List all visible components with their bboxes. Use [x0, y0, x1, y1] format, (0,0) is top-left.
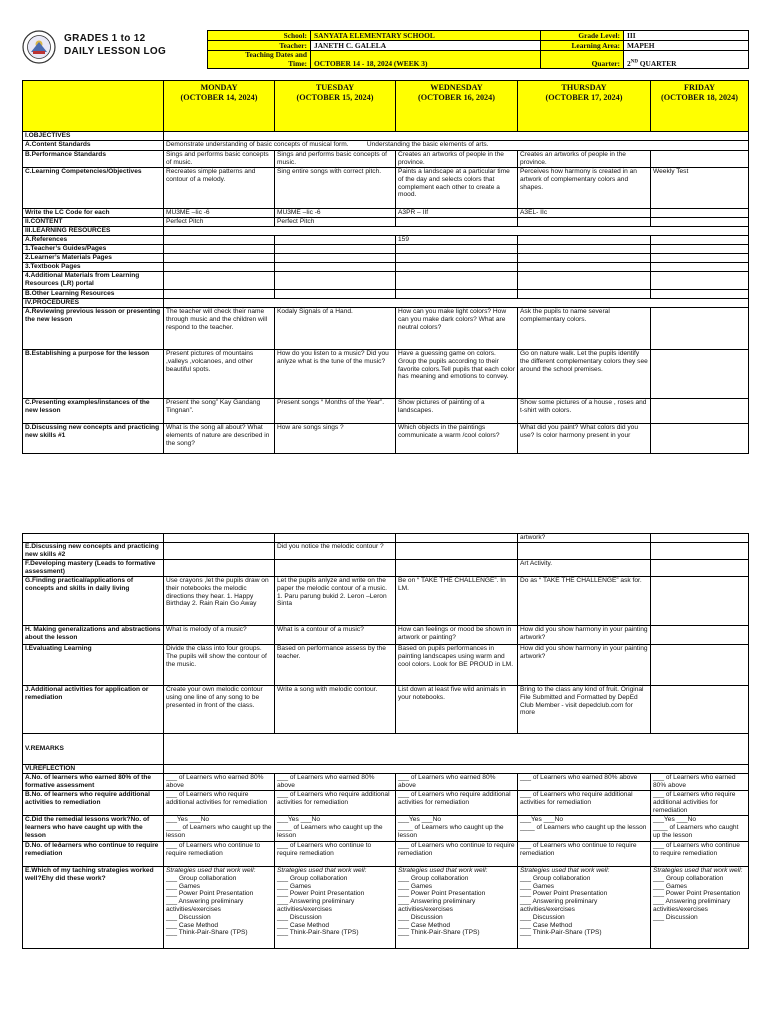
cell [275, 534, 396, 543]
strategies-title: Strategies used that work well: [653, 867, 743, 874]
strategy-item: ___ Power Point Presentation [398, 890, 486, 898]
cell: Present the song” Kay Gandang Tingnan”. [164, 399, 275, 424]
cell [651, 534, 749, 543]
quarter-suffix: ND [630, 59, 638, 65]
cell: What is a contour of a music? [275, 626, 396, 645]
row-purpose: B.Establishing a purpose for the lesson [23, 350, 164, 399]
dates-label [208, 51, 311, 69]
cell: A3PR – IIf [396, 209, 518, 218]
cell: Perceives how harmony is created in an artwork of complementary colors and shapes. [518, 168, 651, 209]
cell: Write a song with melodic contour. [275, 686, 396, 734]
cell: ___ of Learners who continue to require remediation [164, 842, 275, 867]
cell: Use crayons ,let the pupils draw on their notebooks the melodic directions they hear. 1. Happy Birthday 2. Rain Rain Go Away [164, 577, 275, 626]
cell: How are songs sings ? [275, 424, 396, 454]
strategies-cell [275, 867, 396, 949]
row-mastery: F.Developing mastery (Leads to formative assessment) [23, 560, 164, 577]
strategy-item: ___ Games [398, 882, 433, 890]
strategy-item: ___ Games [277, 882, 312, 890]
day-date: (OCTOBER 17, 2024) [545, 93, 623, 102]
section-procedures: IV.PROCEDURES [23, 299, 164, 308]
yes-no-line: ___Yes ___No [520, 816, 564, 823]
cell: ___ of Learners who require additional activities for remediation [651, 791, 749, 816]
strategy-item: ___ Discussion [520, 913, 565, 921]
strategy-item: ___ Group collaboration [398, 874, 469, 882]
quarter-label: Quarter: [541, 51, 624, 69]
quarter-number: 2 [627, 59, 631, 68]
row-discuss-2: E.Discussing new concepts and practicing new skills #2 [23, 543, 164, 560]
cell: Do as “ TAKE THE CHALLENGE” ask for. [518, 577, 651, 626]
cell: ___ of Learners who require additional activities for remediation [275, 791, 396, 816]
day-name: WEDNESDAY [430, 83, 483, 92]
cell: Art Activity. [518, 560, 651, 577]
cell [651, 686, 749, 734]
cell [651, 272, 749, 290]
yes-no-line: ___Yes ___No [653, 816, 697, 823]
cell [651, 560, 749, 577]
cell [651, 245, 749, 254]
row-content-standards: A.Content Standards [23, 141, 164, 151]
row-reflection-c: C.Did the remedial lessons work?No. of learners who have caught up with the lesson [23, 816, 164, 842]
cell: Creates an artworks of people in the province. [396, 151, 518, 168]
cell [275, 263, 396, 272]
cell: What is the song all about? What elements of nature are described in the song? [164, 424, 275, 454]
caught-up-line: ____ of Learners who caught up the lesson [398, 823, 504, 839]
cell: How did you show harmony in your painting artwork? [518, 645, 651, 686]
cell: Based on pupils performances in painting landscapes using warm and cool colors. Look for BE PROUD in LM. [396, 645, 518, 686]
cell: ___ of Learners who require additional activities for remediation [518, 791, 651, 816]
cell: How can you make light colors? How can you make dark colors? What are neutral colors? [396, 308, 518, 350]
cell [164, 254, 275, 263]
cell [275, 236, 396, 245]
strategies-cell [164, 867, 275, 949]
grade-value: III [624, 31, 749, 41]
row-learner-materials: 2.Learner’s Materials Pages [23, 254, 164, 263]
row-additional: J.Additional activities for application or remediation [23, 686, 164, 734]
strategy-item: ___ Games [653, 882, 688, 890]
cell: Perfect Pitch [164, 218, 275, 227]
cell: Divide the class into four groups. The pupils will show the contour of the music. [164, 645, 275, 686]
cell [164, 227, 749, 236]
cell [651, 424, 749, 454]
strategies-cell [518, 867, 651, 949]
section-content: II.CONTENT [23, 218, 164, 227]
strategy-item: ___ Discussion [277, 913, 322, 921]
strategies-title: Strategies used that work well: [398, 867, 488, 874]
cell: ___ of Learners who continue to require remediation [275, 842, 396, 867]
lesson-table-1 [22, 80, 749, 454]
cell [651, 151, 749, 168]
day-header-blank [23, 81, 164, 132]
cell [164, 245, 275, 254]
strategy-item: ___ Answering preliminary activities/exercises [166, 898, 244, 913]
day-date: (OCTOBER 14, 2024) [180, 93, 258, 102]
cell [651, 543, 749, 560]
cell [396, 816, 518, 842]
cell [518, 245, 651, 254]
strategy-item: ___ Think-Pair-Share (TPS) [398, 929, 480, 937]
content-standards-arts: Understanding the basic elements of arts. [366, 141, 489, 148]
cell: Let the pupils anlyze and write on the paper the melodic contour of a music. 1. Paru parung bukid 2. Leron –Leron Sinta [275, 577, 396, 626]
cell [396, 254, 518, 263]
strategy-item: ___ Think-Pair-Share (TPS) [277, 929, 359, 937]
cell: How did you show harmony in your painting artwork? [518, 626, 651, 645]
cell [164, 543, 275, 560]
strategy-item: ___ Case Method [520, 921, 573, 929]
school-info-table [207, 30, 749, 69]
lesson-table-page-2 [22, 533, 748, 949]
day-thursday [518, 81, 651, 132]
cell: Based on performance assess by the teacher. [275, 645, 396, 686]
cell [396, 534, 518, 543]
strategies-title: Strategies used that work well: [520, 867, 610, 874]
yes-no-line: ___Yes ___No [398, 816, 442, 823]
strategy-item: ___ Think-Pair-Share (TPS) [520, 929, 602, 937]
strategy-item: ___ Answering preliminary activities/exercises [398, 898, 476, 913]
day-name: FRIDAY [683, 83, 716, 92]
yes-no-line: ___Yes ___No [277, 816, 321, 823]
strategy-item: ___ Power Point Presentation [653, 890, 741, 898]
cell: Show some pictures of a house , roses and t-shirt with colors. [518, 399, 651, 424]
area-label: Learning Area: [541, 41, 624, 51]
lesson-table-2 [22, 533, 749, 949]
cell [275, 560, 396, 577]
lesson-table-page-1 [22, 80, 748, 454]
row-reflection-d: D.No. of leðarners who continue to require remediation [23, 842, 164, 867]
day-monday [164, 81, 275, 132]
cell: ___ of Learners who require additional activities for remediation [164, 791, 275, 816]
strategy-item: ___ Answering preliminary activities/exercises [277, 898, 355, 913]
strategy-item: ___ Group collaboration [653, 874, 724, 882]
cell [651, 236, 749, 245]
row-discuss-1: D.Discussing new concepts and practicing new skills #1 [23, 424, 164, 454]
cell [651, 816, 749, 842]
row-lr-portal: 4.Additional Materials from Learning Resources (LR) portal [23, 272, 164, 290]
cell: A3EL- IIc [518, 209, 651, 218]
section-reflection: VI.REFLECTION [23, 765, 164, 774]
teacher-label: Teacher: [208, 41, 311, 51]
cell: Present pictures of mountains ,valleys ,volcanoes, and other beautiful spots. [164, 350, 275, 399]
day-friday [651, 81, 749, 132]
row-reflection-b: B.No. of learners who require additional activities to remediation [23, 791, 164, 816]
cell [164, 816, 275, 842]
cell [396, 272, 518, 290]
cell: 159 [396, 236, 518, 245]
cell: Creates an artworks of people in the province. [518, 151, 651, 168]
form-title: GRADES 1 to 12 [64, 33, 146, 44]
cell [275, 290, 396, 299]
cell [651, 626, 749, 645]
lesson-log-header [22, 30, 748, 72]
area-value: MAPEH [624, 41, 749, 51]
row-presenting: C.Presenting examples/instances of the new lesson [23, 399, 164, 424]
cell: Show pictures of painting of a landscapes. [396, 399, 518, 424]
cell: Ask the pupils to name several complementary colors. [518, 308, 651, 350]
cell: ___ of Learners who continue to require remediation [518, 842, 651, 867]
cell: ___ of Learners who continue to require remediation [396, 842, 518, 867]
strategy-item: ___ Games [520, 882, 555, 890]
cell: Kodaly Signals of a Hand. [275, 308, 396, 350]
strategy-item: ___ Power Point Presentation [277, 890, 365, 898]
strategies-cell [396, 867, 518, 949]
strategy-item: ___ Games [166, 882, 201, 890]
cell [164, 290, 275, 299]
cell [275, 272, 396, 290]
cell: ___ of Learners who earned 80% above [518, 774, 651, 791]
cell [396, 543, 518, 560]
cell [396, 290, 518, 299]
cell [396, 218, 518, 227]
cell [164, 734, 749, 765]
row-finding: G.Finding practical/applications of concepts and skills in daily living [23, 577, 164, 626]
cell [651, 290, 749, 299]
cell: ___ of Learners who continue to require remediation [651, 842, 749, 867]
row-competencies: C.Learning Competencies/Objectives [23, 168, 164, 209]
strategy-item: ___ Answering preliminary activities/exercises [653, 898, 731, 913]
cell: Create your own melodic contour using one line of any song to be presented in front of the class. [164, 686, 275, 734]
yes-no-line: ___Yes ___No [166, 816, 210, 823]
dates-label-line1: Teaching Dates and [245, 50, 307, 59]
cell: What did you paint? What colors did you use? Is color harmony present in your [518, 424, 651, 454]
cell [396, 560, 518, 577]
cell [23, 534, 164, 543]
cell [651, 577, 749, 626]
day-tuesday [275, 81, 396, 132]
cell [651, 218, 749, 227]
cell: Did you notice the melodic contour ? [275, 543, 396, 560]
day-name: THURSDAY [561, 83, 607, 92]
cell: artwork? [518, 534, 651, 543]
cell [164, 765, 749, 774]
cell [396, 245, 518, 254]
row-references: A.References [23, 236, 164, 245]
dates-label-line2: Time: [288, 58, 307, 68]
cell: ___ of Learners who require additional activities for remediation [396, 791, 518, 816]
cell [518, 236, 651, 245]
cell [518, 816, 651, 842]
day-name: MONDAY [200, 83, 238, 92]
cell [651, 254, 749, 263]
cell: Bring to the class any kind of fruit. Original File Submitted and Formatted by DepEd Club Member - visit depedclub.com for more [518, 686, 651, 734]
cell [164, 236, 275, 245]
cell: How can feelings or mood be shown in artwork or painting? [396, 626, 518, 645]
cell [518, 263, 651, 272]
cell [651, 399, 749, 424]
strategy-item: ___ Case Method [277, 921, 330, 929]
cell: Sings and performs basic concepts of music. [164, 151, 275, 168]
strategy-item: ___ Power Point Presentation [520, 890, 608, 898]
row-teacher-guides: 1.Teacher’s Guides/Pages [23, 245, 164, 254]
row-other-resources: B.Other Learning Resources [23, 290, 164, 299]
school-value: SANYATA ELEMENTARY SCHOOL [311, 31, 541, 41]
day-wednesday [396, 81, 518, 132]
strategy-item: ___ Group collaboration [166, 874, 237, 882]
day-date: (OCTOBER 16, 2024) [418, 93, 495, 102]
strategy-item: ___ Discussion [398, 913, 443, 921]
strategy-item: ___ Discussion [653, 913, 698, 921]
dates-value: OCTOBER 14 - 18, 2024 (WEEK 3) [311, 51, 541, 69]
cell [164, 132, 749, 141]
cell [651, 308, 749, 350]
section-resources: III.LEARNING RESOURCES [23, 227, 164, 236]
cell: Weekly Test [651, 168, 749, 209]
cell: Which objects in the paintings communicate a warm /cool colors? [396, 424, 518, 454]
cell [275, 816, 396, 842]
strategies-title: Strategies used that work well: [277, 867, 367, 874]
row-evaluating: I.Evaluating Learning [23, 645, 164, 686]
strategy-item: ___ Power Point Presentation [166, 890, 254, 898]
day-date: (OCTOBER 18, 2024) [661, 93, 738, 102]
strategy-item: ___ Answering preliminary activities/exercises [520, 898, 598, 913]
caught-up-line: ____ of Learners who caught up the lesson [277, 823, 383, 839]
cell [651, 645, 749, 686]
cell: Be on “ TAKE THE CHALLENGE”. In LM. [396, 577, 518, 626]
strategy-item: ___ Discussion [166, 913, 211, 921]
cell [164, 263, 275, 272]
cell: The teacher will check their name through music and the children will respond to the teacher. [164, 308, 275, 350]
form-subtitle: DAILY LESSON LOG [64, 46, 167, 57]
quarter-word: QUARTER [639, 59, 677, 68]
caught-up-line: ____ of Learners who caught up the lesson [520, 823, 647, 831]
cell [651, 350, 749, 399]
section-objectives: I.OBJECTIVES [23, 132, 164, 141]
row-performance: B.Performance Standards [23, 151, 164, 168]
cell [518, 290, 651, 299]
cell [275, 254, 396, 263]
row-review: A.Reviewing previous lesson or presenting the new lesson [23, 308, 164, 350]
teacher-value: JANETH C. GALELA [311, 41, 541, 51]
cell: Sing entire songs with correct pitch. [275, 168, 396, 209]
school-label: School: [208, 31, 311, 41]
content-standards-value [164, 141, 749, 151]
strategy-item: ___ Group collaboration [520, 874, 591, 882]
cell: Recreates simple patterns and contour of a melody. [164, 168, 275, 209]
cell [651, 209, 749, 218]
cell: List down at least five wild animals in your notebooks. [396, 686, 518, 734]
cell [396, 263, 518, 272]
row-reflection-a: A.No. of learners who earned 80% of the formative assessment [23, 774, 164, 791]
cell: MU3ME –Iic -6 [275, 209, 396, 218]
cell: Present songs “ Months of the Year”. [275, 399, 396, 424]
cell: Paints a landscape at a particular time of the day and selects colors that complement each other to create a mood. [396, 168, 518, 209]
strategy-item: ___ Group collaboration [277, 874, 348, 882]
cell [164, 299, 749, 308]
cell: ___ of Learners who earned 80% above [275, 774, 396, 791]
cell: How do you listen to a music? Did you anlyze what is the tune of the music? [275, 350, 396, 399]
strategy-item: ___ Case Method [166, 921, 219, 929]
content-standards-music: Demonstrate understanding of basic concepts of musical form. [166, 141, 349, 148]
strategies-title: Strategies used that work well: [166, 867, 256, 874]
cell: Sings and performs basic concepts of music. [275, 151, 396, 168]
quarter-value [624, 51, 749, 69]
cell: ___ of Learners who earned 80% above [396, 774, 518, 791]
cell [518, 272, 651, 290]
cell: ___ of Learners who earned 80% above [164, 774, 275, 791]
cell: MU3ME –Iic -6 [164, 209, 275, 218]
cell [275, 245, 396, 254]
row-generalize: H. Making generalizations and abstractions about the lesson [23, 626, 164, 645]
strategy-item: ___ Case Method [398, 921, 451, 929]
grade-label: Grade Level: [541, 31, 624, 41]
strategy-item: ___ Think-Pair-Share (TPS) [166, 929, 248, 937]
cell [164, 560, 275, 577]
day-header-row [23, 81, 749, 132]
cell: Perfect Pitch [275, 218, 396, 227]
cell [518, 254, 651, 263]
cell [518, 543, 651, 560]
cell [164, 272, 275, 290]
day-name: TUESDAY [315, 83, 355, 92]
cell: Have a guessing game on colors. Group the pupils according to their favorite colors.Tell pupils that each color has meaning and emotions to convey. [396, 350, 518, 399]
deped-seal-icon [22, 30, 56, 64]
row-textbook: 3.Textbook Pages [23, 263, 164, 272]
cell: What is melody of a music? [164, 626, 275, 645]
caught-up-line: ____ of Learners who caught up the lesson [166, 823, 272, 839]
cell [518, 218, 651, 227]
day-date: (OCTOBER 15, 2024) [296, 93, 374, 102]
cell: ___ of Learners who earned 80% above [651, 774, 749, 791]
cell: Go on nature walk. Let the pupils identify the different complementary colors they see around the school premises. [518, 350, 651, 399]
row-reflection-e: E.Which of my taching strategies worked well?Ehy did these work? [23, 867, 164, 949]
row-lc-code: Write the LC Code for each [23, 209, 164, 218]
caught-up-line: ____ of Learners who caught up the lesson [653, 823, 739, 839]
cell [164, 534, 275, 543]
section-remarks: V.REMARKS [23, 734, 164, 765]
cell [651, 263, 749, 272]
strategies-cell [651, 867, 749, 949]
